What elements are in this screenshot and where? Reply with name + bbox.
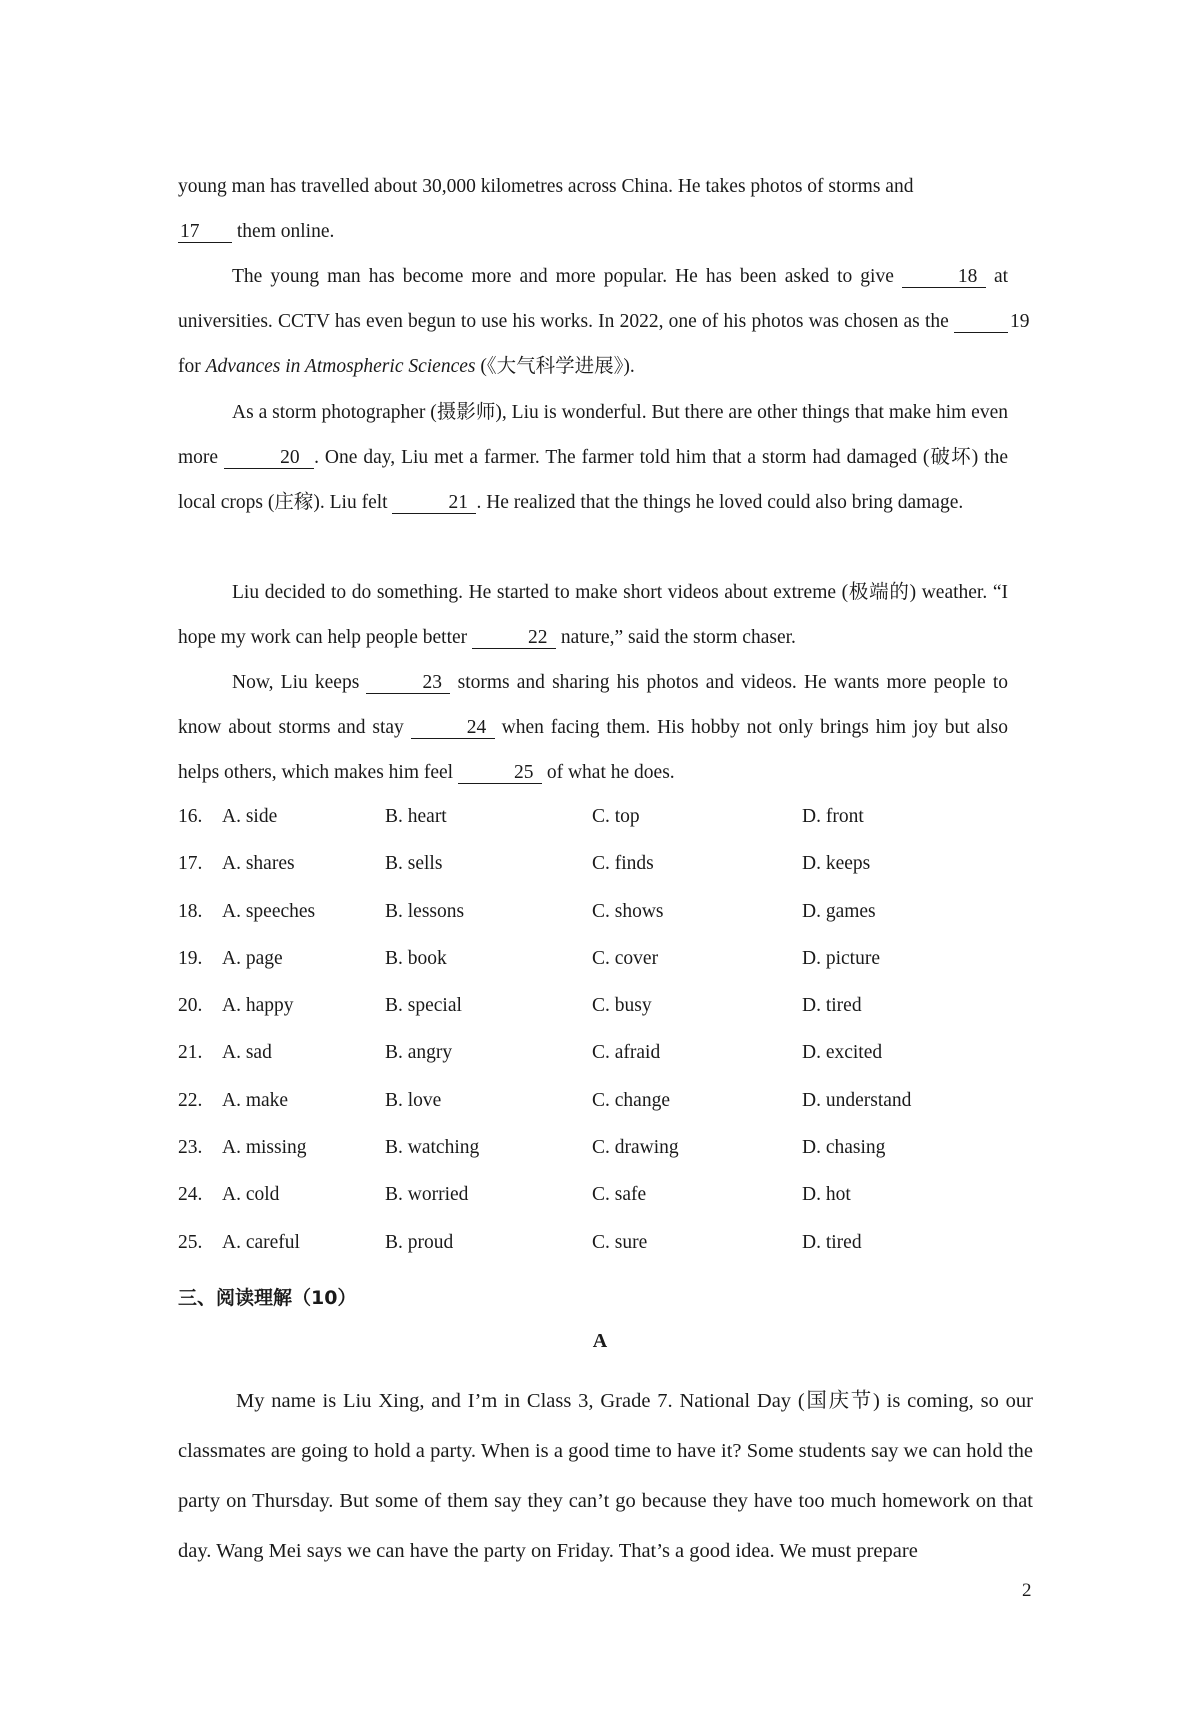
option-c: C. change — [592, 1089, 670, 1111]
option-row — [178, 995, 978, 1042]
passage-text: when facing them. His hobby not only brings him joy but also helps others, which makes him feel — [178, 717, 1009, 783]
option-b: B. worried — [385, 1184, 469, 1206]
option-a: A. make — [222, 1089, 289, 1111]
option-b: B. heart — [385, 806, 447, 827]
option-b: B. special — [385, 995, 462, 1017]
question-number: 23. — [178, 1137, 203, 1159]
passage-a-text: My name is Liu Xing, and I’m in Class 3, Grade 7. National Day (国庆节) is coming, so our classmates are going to hold a party. When is a good time to have it? Some students say we can hold the party on Thursday. But some of them say they can’t go because they have too much homework on that day. Wang Mei says we can have the party on Friday. That’s a good idea. We must prepare — [178, 1390, 1033, 1562]
options-table — [178, 806, 978, 1279]
option-a: A. cold — [222, 1184, 280, 1206]
blank-18: 18 — [902, 267, 986, 288]
option-c: C. shows — [592, 900, 664, 922]
option-d: D. picture — [802, 947, 880, 969]
option-d: D. understand — [802, 1089, 912, 1111]
option-d: D. hot — [802, 1184, 851, 1206]
option-b: B. love — [385, 1089, 442, 1111]
option-b: B. lessons — [385, 900, 465, 922]
passage-text: them online. — [236, 221, 335, 242]
option-c: C. finds — [592, 853, 654, 875]
passage-text: As a storm photographer (摄影师), Liu is wonderful. But there are other things that make him even more — [178, 402, 1008, 468]
option-d: D. tired — [802, 1231, 862, 1253]
question-number: 21. — [178, 1042, 203, 1064]
blank-19: 19 — [954, 312, 1008, 333]
option-c: C. drawing — [592, 1137, 679, 1159]
passage-paragraph-1 — [178, 164, 1008, 254]
option-d: D. excited — [802, 1042, 883, 1064]
option-row — [178, 1090, 978, 1137]
option-row — [178, 1184, 978, 1231]
question-number: 22. — [178, 1089, 203, 1111]
option-c: C. busy — [592, 995, 652, 1017]
passage-text: Liu decided to do something. He started to make short videos about extreme (极端的) weather. “I hope my work can help people better — [178, 582, 1008, 648]
blank-21: 21 — [392, 493, 476, 514]
blank-20: 20 — [224, 448, 314, 469]
option-a: A. happy — [222, 995, 294, 1017]
option-a: A. side — [222, 806, 278, 827]
option-row — [178, 853, 978, 900]
option-b: B. angry — [385, 1042, 453, 1064]
passage-text: of what he does. — [546, 762, 675, 783]
option-c: C. sure — [592, 1231, 648, 1253]
passage-paragraph-2 — [178, 254, 1030, 389]
passage-text: at universities. CCTV has even begun to use his works. In 2022, one of his photos was chosen as the — [178, 266, 1009, 332]
passage-a-title: A — [592, 1330, 608, 1352]
blank-23: 23 — [366, 673, 450, 694]
option-d: D. chasing — [802, 1137, 886, 1159]
journal-title: Advances in Atmospheric Sciences — [205, 356, 476, 377]
question-number: 20. — [178, 995, 203, 1017]
option-c: C. cover — [592, 947, 659, 969]
passage-text: young man has travelled about 30,000 kilometres across China. He takes photos of storms and — [178, 176, 914, 197]
blank-17: 17 — [178, 222, 232, 243]
passage-paragraph-5 — [178, 660, 1008, 795]
passage-text: The young man has become more and more popular. He has been asked to give — [232, 266, 894, 287]
option-row — [178, 806, 978, 853]
option-row — [178, 1042, 978, 1089]
option-d: D. games — [802, 900, 876, 922]
passage-text: . One day, Liu met a farmer. The farmer told him that a storm had damaged (破坏) the local crops (庄稼). Liu felt — [178, 447, 1009, 513]
option-b: B. book — [385, 947, 447, 969]
option-b: B. proud — [385, 1231, 454, 1253]
question-number: 19. — [178, 947, 203, 969]
passage-text: . He realized that the things he loved could also bring damage. — [476, 492, 964, 513]
blank-25: 25 — [458, 763, 542, 784]
option-row — [178, 948, 978, 995]
option-c: C. top — [592, 806, 640, 827]
passage-text: Now, Liu keeps — [232, 672, 360, 693]
option-a: A. missing — [222, 1137, 307, 1159]
question-number: 18. — [178, 900, 203, 922]
passage-text: storms and sharing his photos and videos. He wants more people to know about storms and stay — [178, 672, 1008, 738]
option-d: D. tired — [802, 995, 862, 1017]
passage-text: nature,” said the storm chaser. — [560, 627, 796, 648]
option-b: B. sells — [385, 853, 443, 875]
option-a: A. sad — [222, 1042, 272, 1064]
blank-22: 22 — [472, 628, 556, 649]
option-c: C. safe — [592, 1184, 647, 1206]
page-number: 2 — [1022, 1580, 1032, 1601]
passage-paragraph-3 — [178, 390, 1008, 525]
option-a: A. page — [222, 947, 283, 969]
option-a: A. shares — [222, 853, 295, 875]
option-b: B. watching — [385, 1137, 480, 1159]
question-number: 24. — [178, 1184, 203, 1206]
option-a: A. careful — [222, 1231, 300, 1253]
blank-24: 24 — [411, 718, 495, 739]
question-number: 17. — [178, 853, 203, 875]
journal-title-cn: (《大气科学进展》). — [480, 356, 635, 377]
option-d: D. front — [802, 806, 864, 827]
option-a: A. speeches — [222, 900, 316, 922]
question-number: 25. — [178, 1231, 203, 1253]
section-title: 三、阅读理解（10） — [178, 1287, 357, 1309]
question-number: 16. — [178, 806, 203, 827]
passage-text: for — [178, 356, 201, 377]
option-d: D. keeps — [802, 853, 871, 875]
option-row — [178, 1137, 978, 1184]
option-row — [178, 901, 978, 948]
option-c: C. afraid — [592, 1042, 661, 1064]
passage-paragraph-4 — [178, 570, 1008, 660]
option-row — [178, 1232, 978, 1279]
